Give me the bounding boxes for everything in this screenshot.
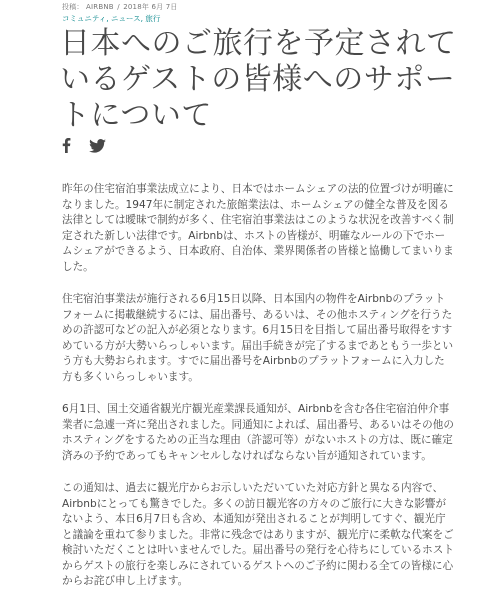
post-author[interactable]: AIRBNB <box>86 3 114 11</box>
share-bar <box>62 138 106 153</box>
article-body <box>62 182 454 607</box>
twitter-icon <box>89 139 106 153</box>
post-meta <box>62 2 178 12</box>
category-links[interactable]: コミュニティ, ニュース, 旅行 <box>62 14 161 23</box>
post-categories <box>62 13 160 24</box>
article-paragraph: この通知は、過去に観光庁からお示しいただいていた対応方針と異なる内容で、Airbnbにとっても驚きでした。多くの訪日観光客の方々のご旅行に大きな影響がないよう、本日6月7日も含め、本通知が発出されることが判明してすぐ、観光庁と議論を重ねて参りました。非常に残念ではありますが、観光庁に柔軟な代案をご検討いただくことは叶いませんでした。届出番号の発行を心待ちにしているホストからゲストの旅行を楽しみにされているゲストへのご予約に関わる全ての皆様に心からお詫び申し上げます。 <box>62 482 454 587</box>
article-paragraph: 住宅宿泊事業法が施行される6月15日以降、日本国内の物件をAirbnbのプラットフォームに掲載継続するには、届出番号、あるいは、その他ホスティングを行うための許認可などの記入が必須となります。6月15日を目指して届出番号取得をすすめている方が大勢いらっしゃいます。届出手続きが完了するまであともう一歩という方も大勢おられます。すでに届出番号をAirbnbのプラットフォームに入力した方も多くいらっしゃいます。 <box>62 293 454 383</box>
post-date: 2018年 6月 7日 <box>123 3 178 11</box>
facebook-share-button[interactable] <box>62 138 71 153</box>
posted-label: 投稿： <box>62 3 84 11</box>
facebook-icon <box>62 138 71 153</box>
twitter-share-button[interactable] <box>89 139 106 153</box>
article-title: 日本へのご旅行を予定されているゲストの皆様へのサポートについて <box>60 26 457 133</box>
article-paragraph: 6月1日、国土交通省観光庁観光産業課長通知が、Airbnbを含む各住宅宿泊仲介事業者に急遽一斉に発出されました。同通知によれば、届出番号、あるいはその他のホスティングをするための正当な理由（許認可等）がないホストの方は、既に確定済みの予約であってもキャンセルしなければならない旨が通知されています。 <box>62 403 454 462</box>
meta-separator: / <box>117 3 120 11</box>
article-paragraph: 昨年の住宅宿泊事業法成立により、日本ではホームシェアの法的位置づけが明確になりました。1947年に制定された旅館業法は、ホームシェアの健全な普及を図る法律としては曖昧で制約が多く、住宅宿泊事業法はこのような状況を改善すべく制定された新しい法律です。Airbnbは、ホストの皆様が、明確なルールの下でホームシェアができるよう、日本政府、自治体、業界関係者の皆様と協働してまいりました。 <box>62 183 454 273</box>
